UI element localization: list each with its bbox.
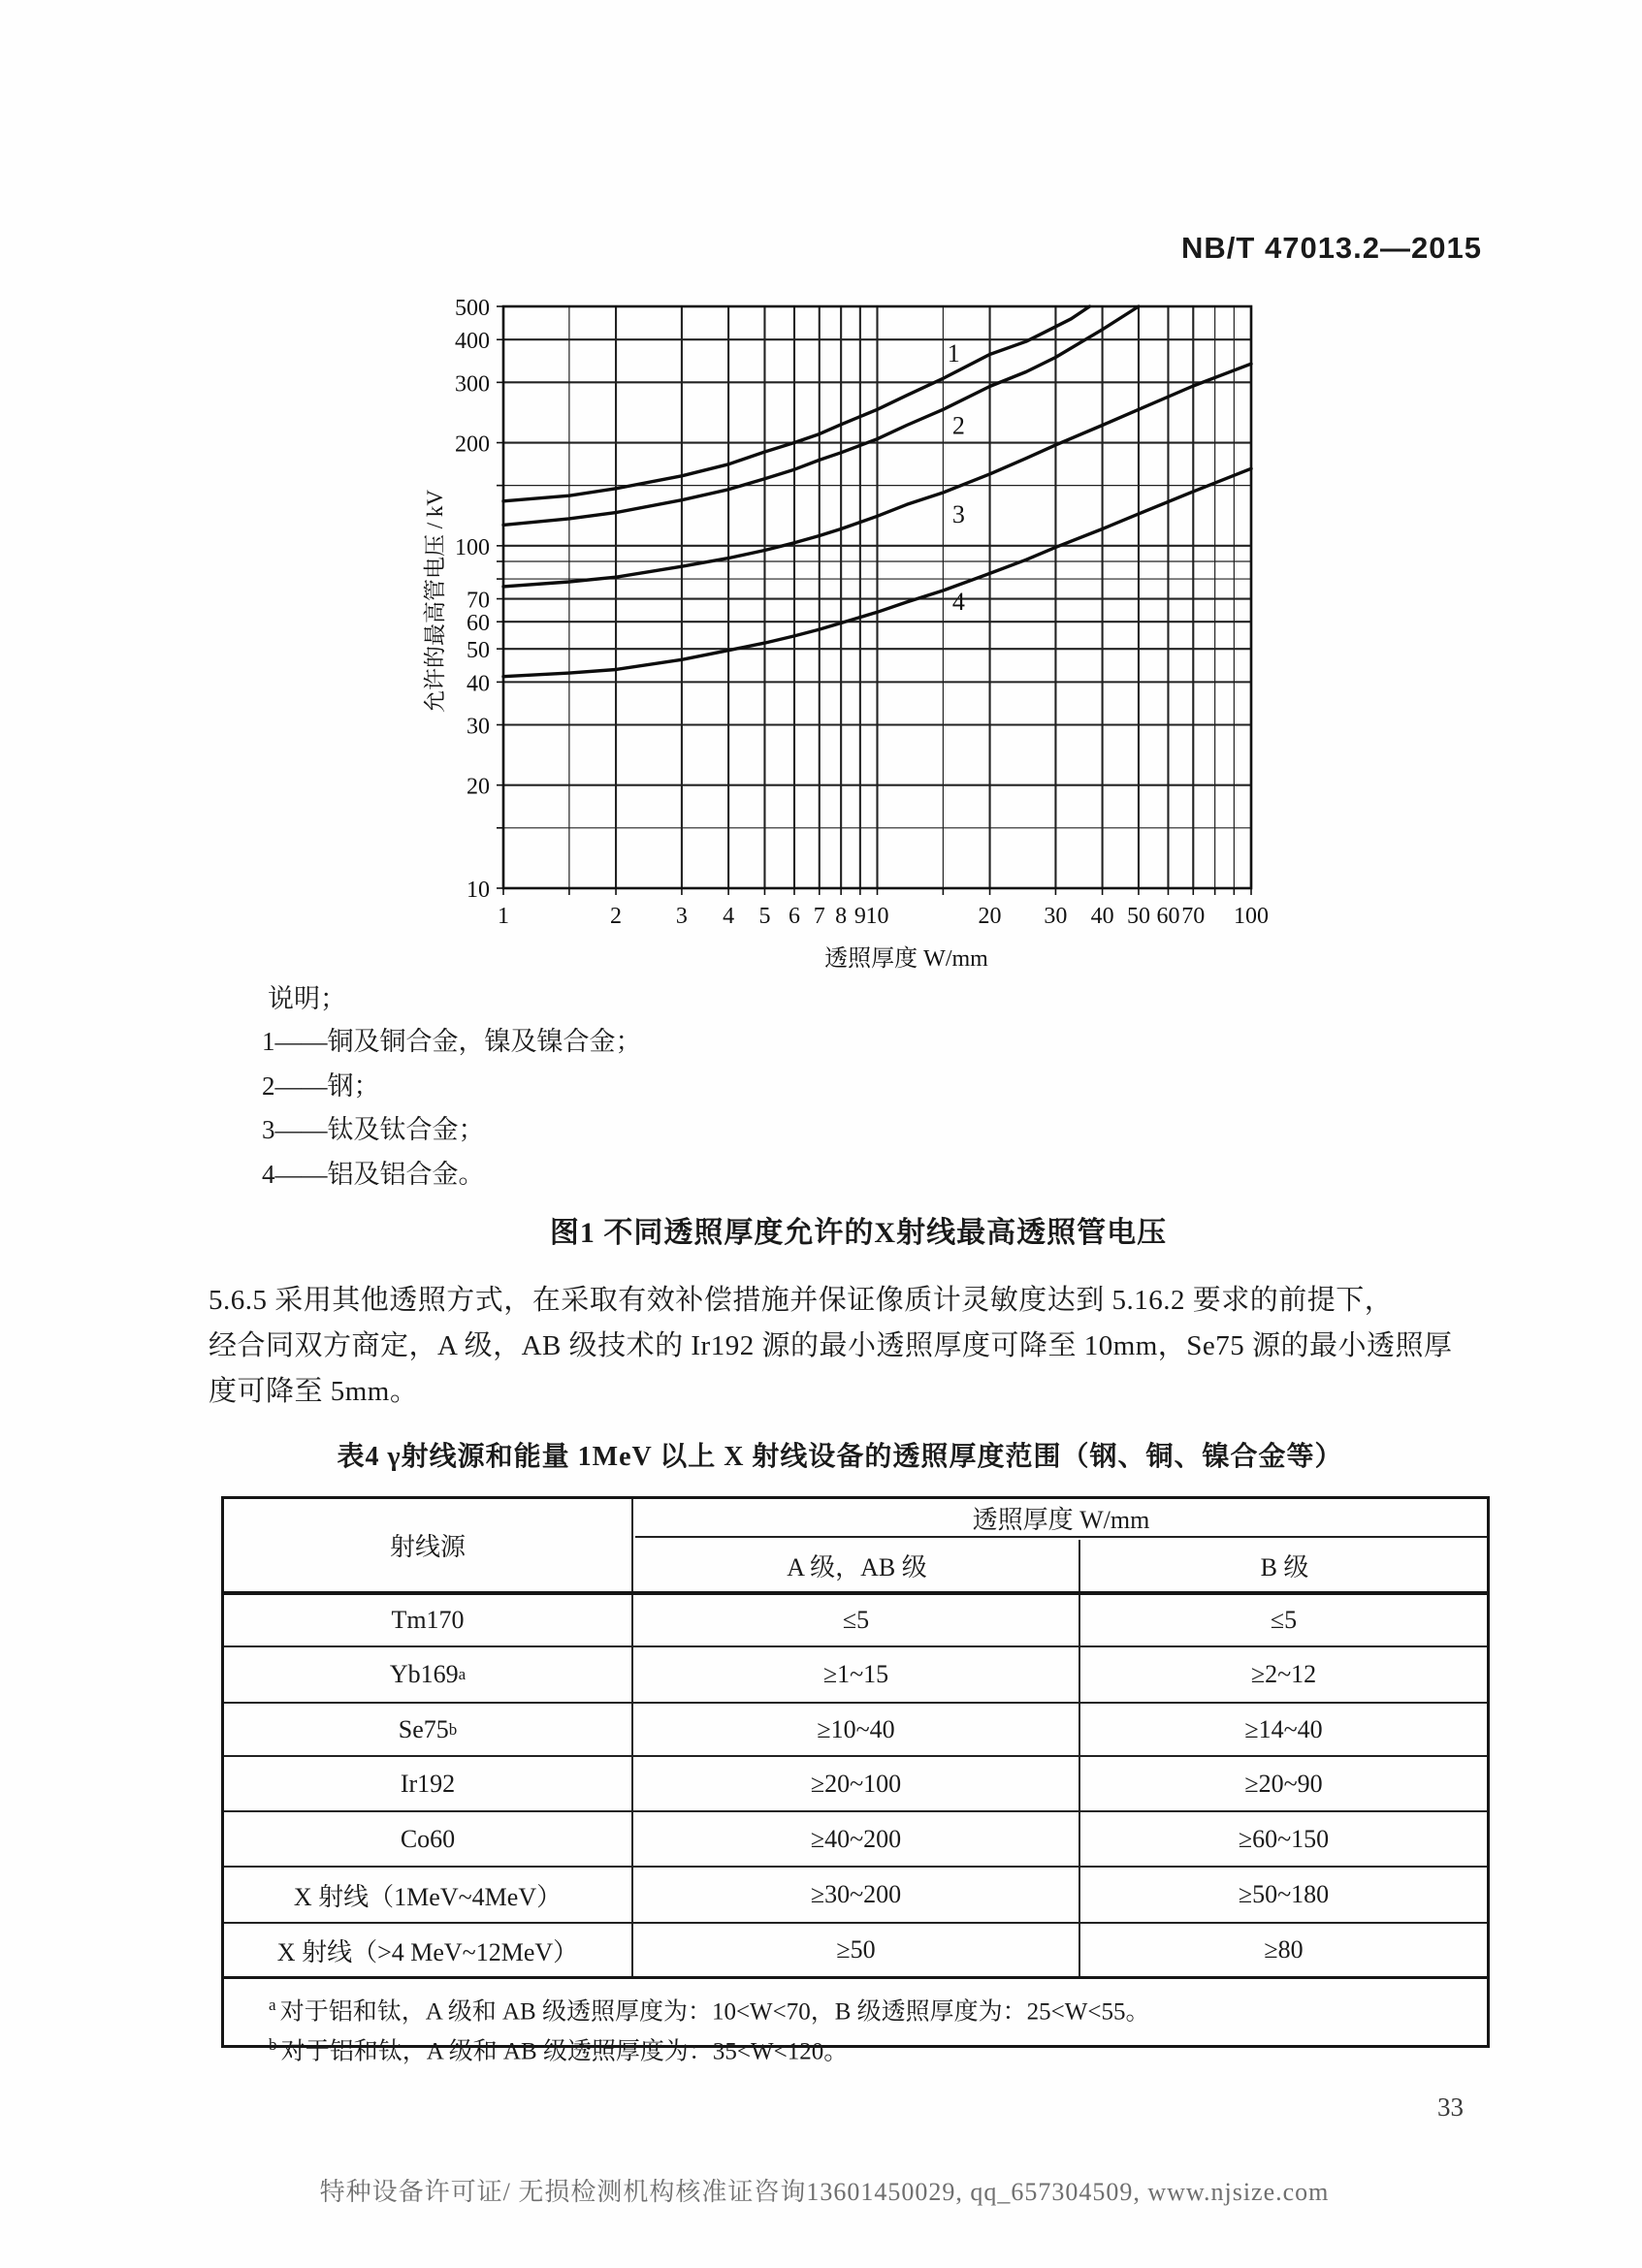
figure-legend-item: 4——铝及铝合金。 [262,1159,485,1189]
cell-b-range: ≤5 [1270,1606,1298,1634]
figure-legend-title: 说明； [268,984,346,1013]
cell-b-range: ≥14~40 [1244,1714,1323,1743]
x-tick-label: 60 [1156,904,1180,929]
cell-source [224,1595,633,1645]
cell-a-ab-range: ≥30~200 [633,1868,1080,1922]
x-tick-label: 9 [853,904,866,929]
table-row [224,1924,1487,1976]
table4-footnotes [224,1976,1487,2065]
standard-number: NB/T 47013.2—2015 [1181,231,1482,265]
cell-source [224,1647,633,1702]
y-tick-label: 60 [467,611,490,637]
cell-b-range: ≥20~90 [1244,1769,1323,1798]
curve-label-1: 1 [947,338,960,367]
source-name: X 射线（1MeV~4MeV） [293,1882,563,1911]
source-name: X 射线（>4 MeV~12MeV） [276,1937,579,1966]
figure1-chart [417,252,1309,989]
footer-watermark: 特种设备许可证/ 无损检测机构核准证咨询13601450029, qq_657304509, www.njsize.com [319,2178,1330,2206]
cell-a-ab-range: ≥1~15 [633,1647,1080,1702]
footnote-marker: a [269,1996,280,2014]
table4-header-thickness: 透照厚度 W/mm [635,1499,1487,1538]
source-name: Se75 [398,1714,449,1743]
table-row [224,1595,1487,1647]
table4-footnote [269,1989,1487,2028]
x-axis-title: 透照厚度 W/mm [824,946,988,972]
y-tick-label: 20 [467,774,490,800]
table4-subheader-a-ab: A 级，AB 级 [635,1540,1080,1591]
y-axis-title: 允许的最高管电压 / kV [423,490,447,713]
page-number: 33 [1437,2092,1464,2122]
footnote-marker: b [448,1719,458,1739]
table4-header-source: 射线源 [224,1499,633,1591]
x-tick-label: 100 [1234,904,1269,929]
cell-a-ab-range: ≤5 [633,1595,1080,1645]
source-name: Yb169 [389,1660,459,1688]
cell-a-ab-range: ≥40~200 [633,1812,1080,1866]
cell-b-range: ≥60~150 [1238,1824,1330,1853]
cell-a-ab-range: ≥50 [633,1924,1080,1976]
footnote-text: 对于铝和钛，A 级和 AB 级透照厚度为：35<W<120。 [280,2038,849,2065]
cell-b-range: ≥50~180 [1238,1880,1330,1908]
y-tick-label: 50 [467,638,490,664]
footnote-marker: b [269,2035,281,2055]
clause-5-6-5-line: 度可降至 5mm。 [209,1376,419,1407]
footnote-marker: a [458,1665,467,1683]
x-tick-label: 30 [1044,904,1068,929]
x-tick-label: 8 [835,904,848,929]
x-tick-label: 6 [788,904,800,929]
cell-a-ab-range: ≥20~100 [633,1757,1080,1810]
curve-label-4: 4 [951,587,965,616]
x-tick-label: 3 [675,904,688,929]
x-tick-label: 2 [610,904,623,929]
x-tick-label: 10 [865,904,889,929]
source-name: Co60 [400,1824,456,1853]
table-row [224,1812,1487,1868]
source-name: Ir192 [400,1769,456,1798]
x-tick-label: 7 [813,904,825,929]
y-tick-label: 40 [467,671,490,697]
table-row [224,1868,1487,1924]
x-tick-label: 5 [758,904,771,929]
x-tick-label: 20 [978,904,1002,929]
x-tick-label: 1 [498,904,509,929]
cell-source [224,1757,633,1810]
table4-footnote [269,2028,1487,2067]
y-tick-label: 200 [455,431,490,458]
cell-source [224,1812,633,1866]
y-tick-label: 10 [467,878,490,903]
y-tick-label: 300 [455,371,490,398]
cell-b-range: ≥80 [1264,1935,1304,1964]
clause-5-6-5 [209,1278,1528,1415]
clause-5-6-5-line: 经合同双方商定，A 级，AB 级技术的 Ir192 源的最小透照厚度可降至 10mm，Se75 源的最小透照厚 [209,1330,1453,1361]
x-tick-label: 50 [1126,904,1150,929]
cell-source [224,1924,633,1976]
table-row [224,1647,1487,1704]
x-tick-label: 40 [1090,904,1114,929]
table4 [221,1496,1490,2065]
figure-legend-item: 3——钛及钛合金； [262,1115,485,1144]
figure-legend [262,1020,642,1197]
source-name: Tm170 [391,1606,465,1634]
curve-label-2: 2 [951,411,965,440]
figure1-caption: 图1 不同透照厚度允许的X射线最高透照管电压 [549,1217,1168,1249]
table4-caption: 表4 γ射线源和能量 1MeV 以上 X 射线设备的透照厚度范围（钢、铜、镍合金等） [337,1442,1343,1472]
clause-5-6-5-line: 5.6.5 采用其他透照方式，在采取有效补偿措施并保证像质计灵敏度达到 5.16.2 要求的前提下， [209,1285,1394,1316]
figure-legend-item: 1——铜及铜合金，镍及镍合金； [262,1027,642,1056]
y-tick-label: 100 [455,534,490,560]
x-tick-label: 4 [723,904,735,929]
y-tick-label: 500 [455,296,490,321]
cell-source [224,1868,633,1922]
y-tick-label: 400 [455,329,490,355]
footnote-text: 对于铝和钛，A 级和 AB 级透照厚度为：10<W<70，B 级透照厚度为：25<W<55。 [279,1998,1150,2026]
figure-legend-item: 2——钢； [262,1070,380,1101]
curve-label-3: 3 [951,499,965,528]
cell-a-ab-range: ≥10~40 [633,1704,1080,1755]
table-row [224,1757,1487,1812]
table-row [224,1704,1487,1757]
y-tick-label: 70 [467,588,490,614]
cell-b-range: ≥2~12 [1250,1660,1317,1688]
table4-subheader-b: B 级 [1260,1553,1309,1581]
y-tick-label: 30 [467,714,490,740]
x-tick-label: 70 [1181,904,1206,929]
cell-source [224,1704,633,1755]
curve-1 [503,306,1090,501]
